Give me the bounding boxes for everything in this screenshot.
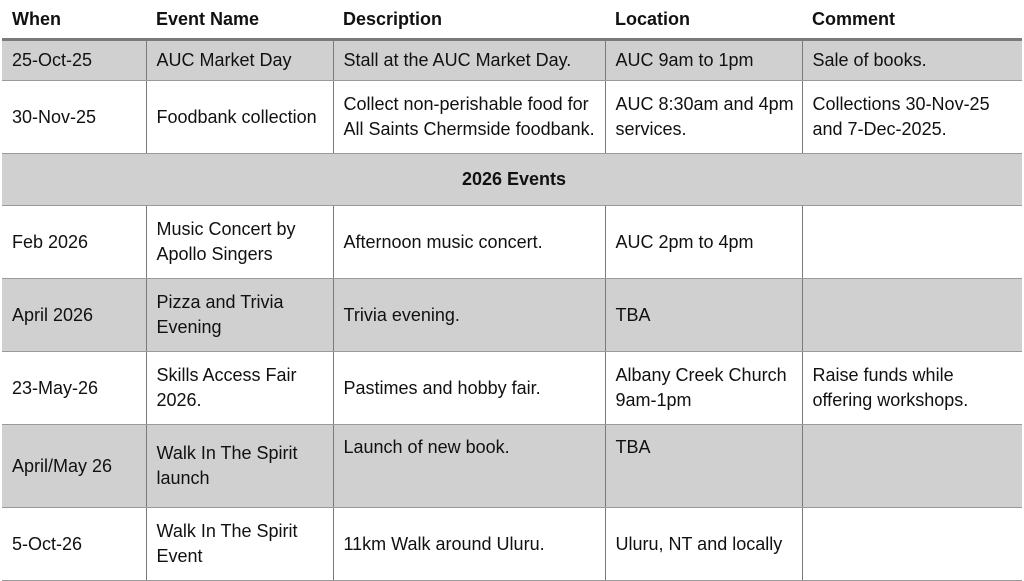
cell-comment: Sale of books. [802, 40, 1022, 81]
cell-comment [802, 425, 1022, 508]
cell-comment: Raise funds while offering workshops. [802, 352, 1022, 425]
header-location: Location [605, 0, 802, 40]
cell-description: Afternoon music concert. [333, 206, 605, 279]
header-description: Description [333, 0, 605, 40]
cell-event: Skills Access Fair 2026. [146, 352, 333, 425]
cell-event: Foodbank collection [146, 81, 333, 154]
cell-location: Albany Creek Church 9am-1pm [605, 352, 802, 425]
cell-description: 11km Walk around Uluru. [333, 508, 605, 581]
cell-description: Trivia evening. [333, 279, 605, 352]
cell-description: Stall at the AUC Market Day. [333, 40, 605, 81]
cell-location: AUC 9am to 1pm [605, 40, 802, 81]
cell-event: AUC Market Day [146, 40, 333, 81]
section-title: 2026 Events [2, 154, 1022, 206]
table-row [2, 508, 1022, 581]
cell-when: 5-Oct-26 [2, 508, 146, 581]
cell-location: TBA [605, 279, 802, 352]
cell-comment: Collections 30-Nov-25 and 7-Dec-2025. [802, 81, 1022, 154]
cell-description: Pastimes and hobby fair. [333, 352, 605, 425]
table-row [2, 352, 1022, 425]
cell-when: April/May 26 [2, 425, 146, 508]
events-table [2, 0, 1022, 581]
cell-event: Music Concert by Apollo Singers [146, 206, 333, 279]
cell-location: AUC 2pm to 4pm [605, 206, 802, 279]
header-when: When [2, 0, 146, 40]
cell-when: 30-Nov-25 [2, 81, 146, 154]
cell-when: Feb 2026 [2, 206, 146, 279]
cell-description: Launch of new book. [333, 425, 605, 508]
table-row [2, 425, 1022, 508]
header-row [2, 0, 1022, 40]
table-row [2, 206, 1022, 279]
cell-when: 25-Oct-25 [2, 40, 146, 81]
header-event-name: Event Name [146, 0, 333, 40]
cell-comment [802, 508, 1022, 581]
cell-location: Uluru, NT and locally [605, 508, 802, 581]
cell-when: April 2026 [2, 279, 146, 352]
cell-location: AUC 8:30am and 4pm services. [605, 81, 802, 154]
cell-description: Collect non-perishable food for All Saints Chermside foodbank. [333, 81, 605, 154]
cell-comment [802, 206, 1022, 279]
cell-event: Pizza and Trivia Evening [146, 279, 333, 352]
cell-event: Walk In The Spirit Event [146, 508, 333, 581]
table-row [2, 279, 1022, 352]
table-row [2, 40, 1022, 81]
cell-location: TBA [605, 425, 802, 508]
table-row [2, 81, 1022, 154]
header-comment: Comment [802, 0, 1022, 40]
cell-event: Walk In The Spirit launch [146, 425, 333, 508]
cell-comment [802, 279, 1022, 352]
section-row [2, 154, 1022, 206]
cell-when: 23-May-26 [2, 352, 146, 425]
